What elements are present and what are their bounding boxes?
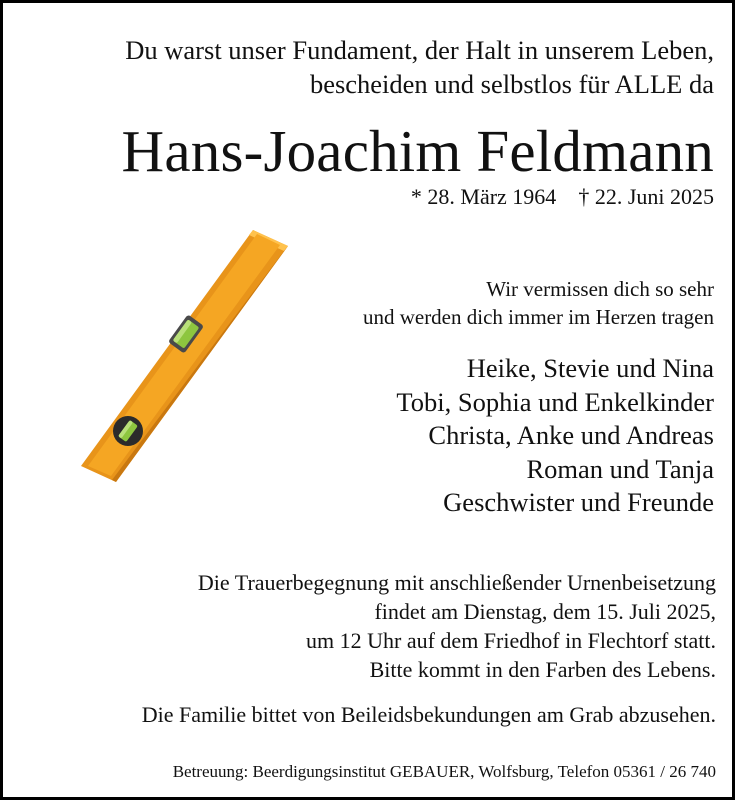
motto-line: bescheiden und selbstlos für ALLE da xyxy=(309,69,714,99)
birth-date: * 28. März 1964 xyxy=(410,184,557,209)
life-dates xyxy=(411,183,714,211)
mourner: Geschwister und Freunde xyxy=(443,487,714,517)
family-request: Die Familie bittet von Beileidsbekundungen am Grab abzusehen. xyxy=(141,702,716,727)
mourner: Tobi, Sophia und Enkelkinder xyxy=(396,386,714,417)
service-line: findet am Dienstag, dem 15. Juli 2025, xyxy=(374,599,716,624)
motto-line: Du warst unser Fundament, der Halt in unserem Leben, xyxy=(125,35,714,65)
service-line: Die Trauerbegegnung mit anschließender Urnenbeisetzung xyxy=(197,570,716,595)
service-line: um 12 Uhr auf dem Friedhof in Flechtorf statt. xyxy=(306,628,716,653)
mourner: Heike, Stevie und Nina xyxy=(466,353,714,383)
service-info xyxy=(198,568,716,684)
service-line: Bitte kommt in den Farben des Lebens. xyxy=(369,657,716,682)
mourners-list xyxy=(396,352,714,520)
mourner: Christa, Anke und Andreas xyxy=(428,420,714,450)
remembrance-text xyxy=(363,275,714,331)
remembrance-line: und werden dich immer im Herzen tragen xyxy=(362,305,714,329)
remembrance-line: Wir vermissen dich so sehr xyxy=(486,277,714,301)
mourner: Roman und Tanja xyxy=(526,453,714,484)
spirit-level-icon xyxy=(58,218,318,498)
deceased-name: Hans-Joachim Feldmann xyxy=(121,118,714,184)
funeral-home-footer: Betreuung: Beerdigungsinstitut GEBAUER, Wolfsburg, Telefon 05361 / 26 740 xyxy=(172,762,716,781)
death-date: † 22. Juni 2025 xyxy=(578,184,714,209)
motto xyxy=(125,33,714,101)
